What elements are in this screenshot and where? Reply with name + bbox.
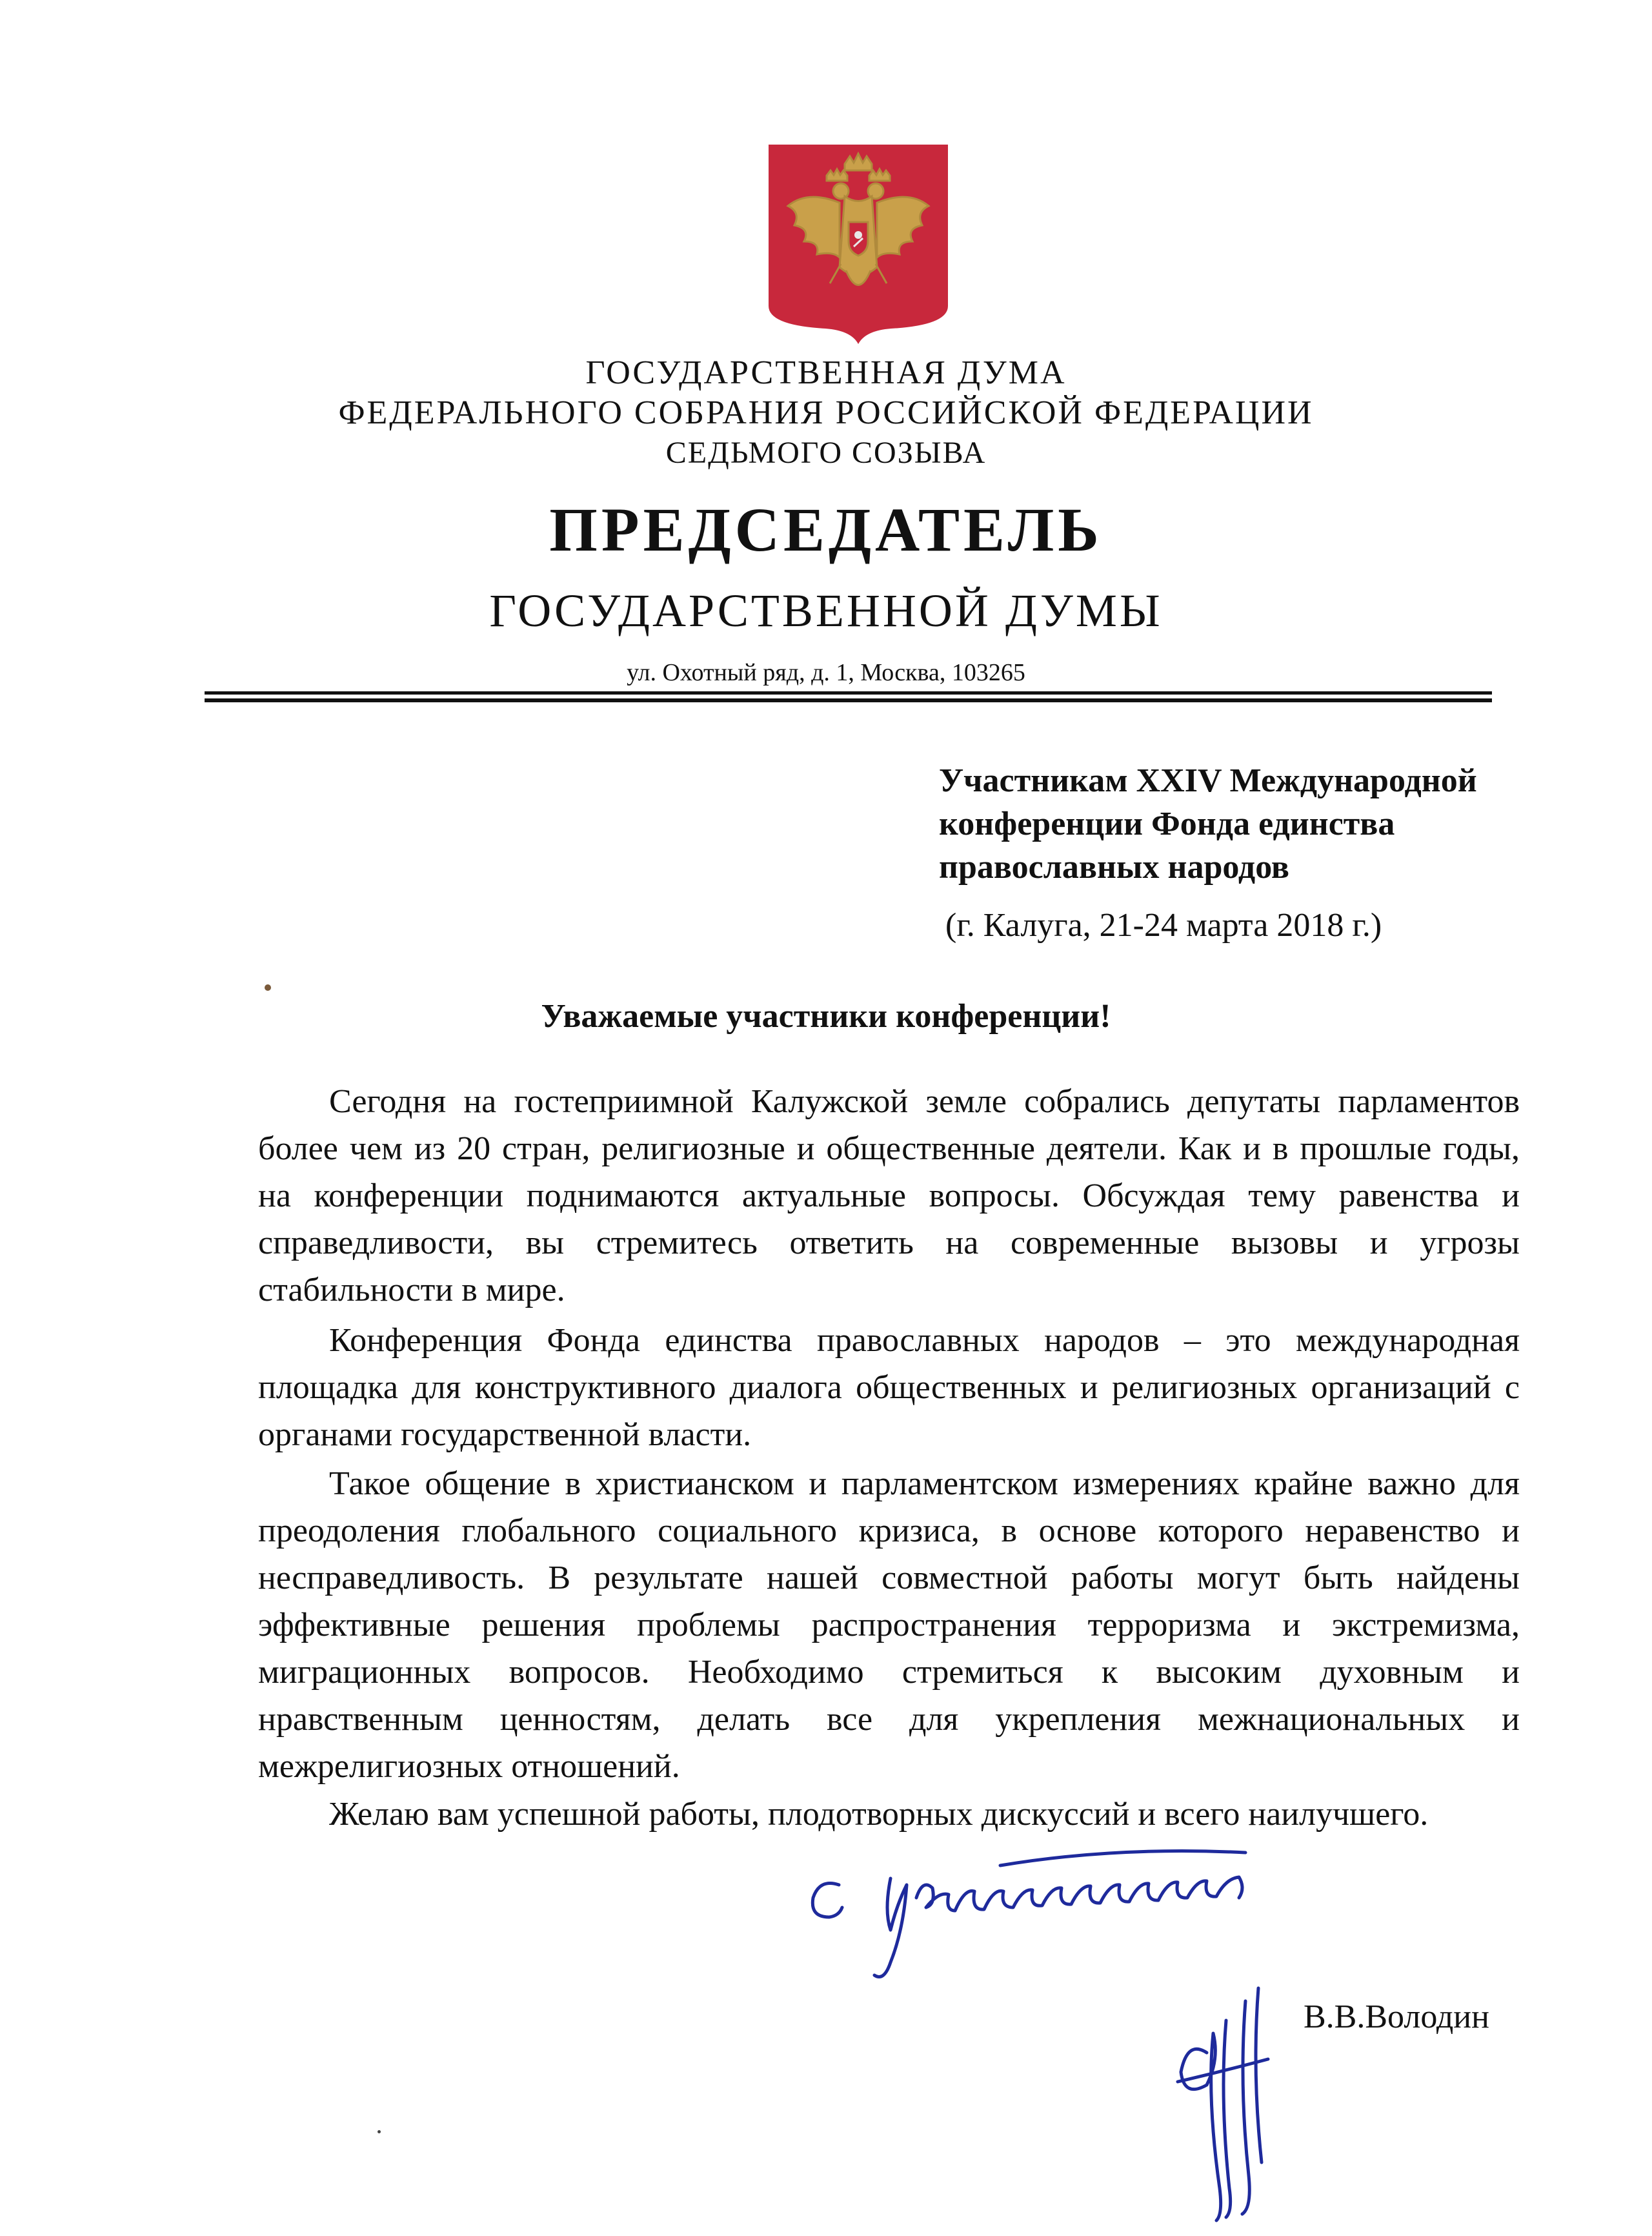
body-paragraph-1: Сегодня на гостеприимной Калужской земле собрались депутаты парламентов более чем из 20 стран, религиозные и общественные деятели. Как и в прошлые годы, на конференции поднимаются актуальные вопросы. Обсуждая тему равенства и справедливости, вы стремитесь ответить на современные вызовы и угрозы стабильности в мире.	[258, 1083, 1520, 1308]
paper-speck	[265, 984, 271, 991]
letterhead-rule-bottom	[205, 698, 1492, 702]
addressee-line1: Участникам XXIV Международной	[939, 762, 1477, 799]
addressee-line2: конференции Фонда единства	[939, 806, 1395, 842]
place-date: (г. Калуга, 21-24 марта 2018 г.)	[945, 907, 1382, 944]
letterhead-title: ПРЕДСЕДАТЕЛЬ	[549, 495, 1103, 564]
paper-speck	[378, 2130, 381, 2133]
org-name-line2: ФЕДЕРАЛЬНОГО СОБРАНИЯ РОССИЙСКОЙ ФЕДЕРАЦИИ	[338, 394, 1314, 431]
handwritten-signature	[794, 1827, 1387, 2227]
body-paragraph-3: Такое общение в христианском и парламентском измерениях крайне важно для преодоления глобального социального кризиса, в основе которого неравенство и несправедливость. В результате нашей совместной работы могут быть найдены эффективные решения проблемы распространения терроризма и экстремизма, миграционных вопросов. Необходимо стремиться к высоким духовным и нравственным ценностям, делать все для укрепления межнациональных и межрелигиозных отношений.	[258, 1465, 1520, 1785]
org-name-line3: СЕДЬМОГО СОЗЫВА	[665, 436, 987, 470]
org-name-line1: ГОСУДАРСТВЕННАЯ ДУМА	[585, 354, 1067, 391]
letterhead-address: ул. Охотный ряд, д. 1, Москва, 103265	[627, 659, 1025, 686]
letterhead-subtitle: ГОСУДАРСТВЕННОЙ ДУМЫ	[489, 585, 1163, 636]
salutation: Уважаемые участники конференции!	[541, 998, 1111, 1035]
addressee-block	[939, 759, 1477, 889]
body-paragraph-2: Конференция Фонда единства православных народов – это международная площадка для конструктивного диалога общественных и религиозных организаций с органами государственной власти.	[258, 1322, 1520, 1453]
addressee-line3: православных народов	[939, 849, 1289, 886]
body-paragraph-4: Желаю вам успешной работы, плодотворных дискуссий и всего наилучшего.	[329, 1796, 1429, 1833]
signer-name: В.В.Володин	[1304, 1998, 1489, 2035]
letterhead-rule-top	[205, 691, 1492, 695]
state-emblem-icon	[769, 145, 948, 344]
